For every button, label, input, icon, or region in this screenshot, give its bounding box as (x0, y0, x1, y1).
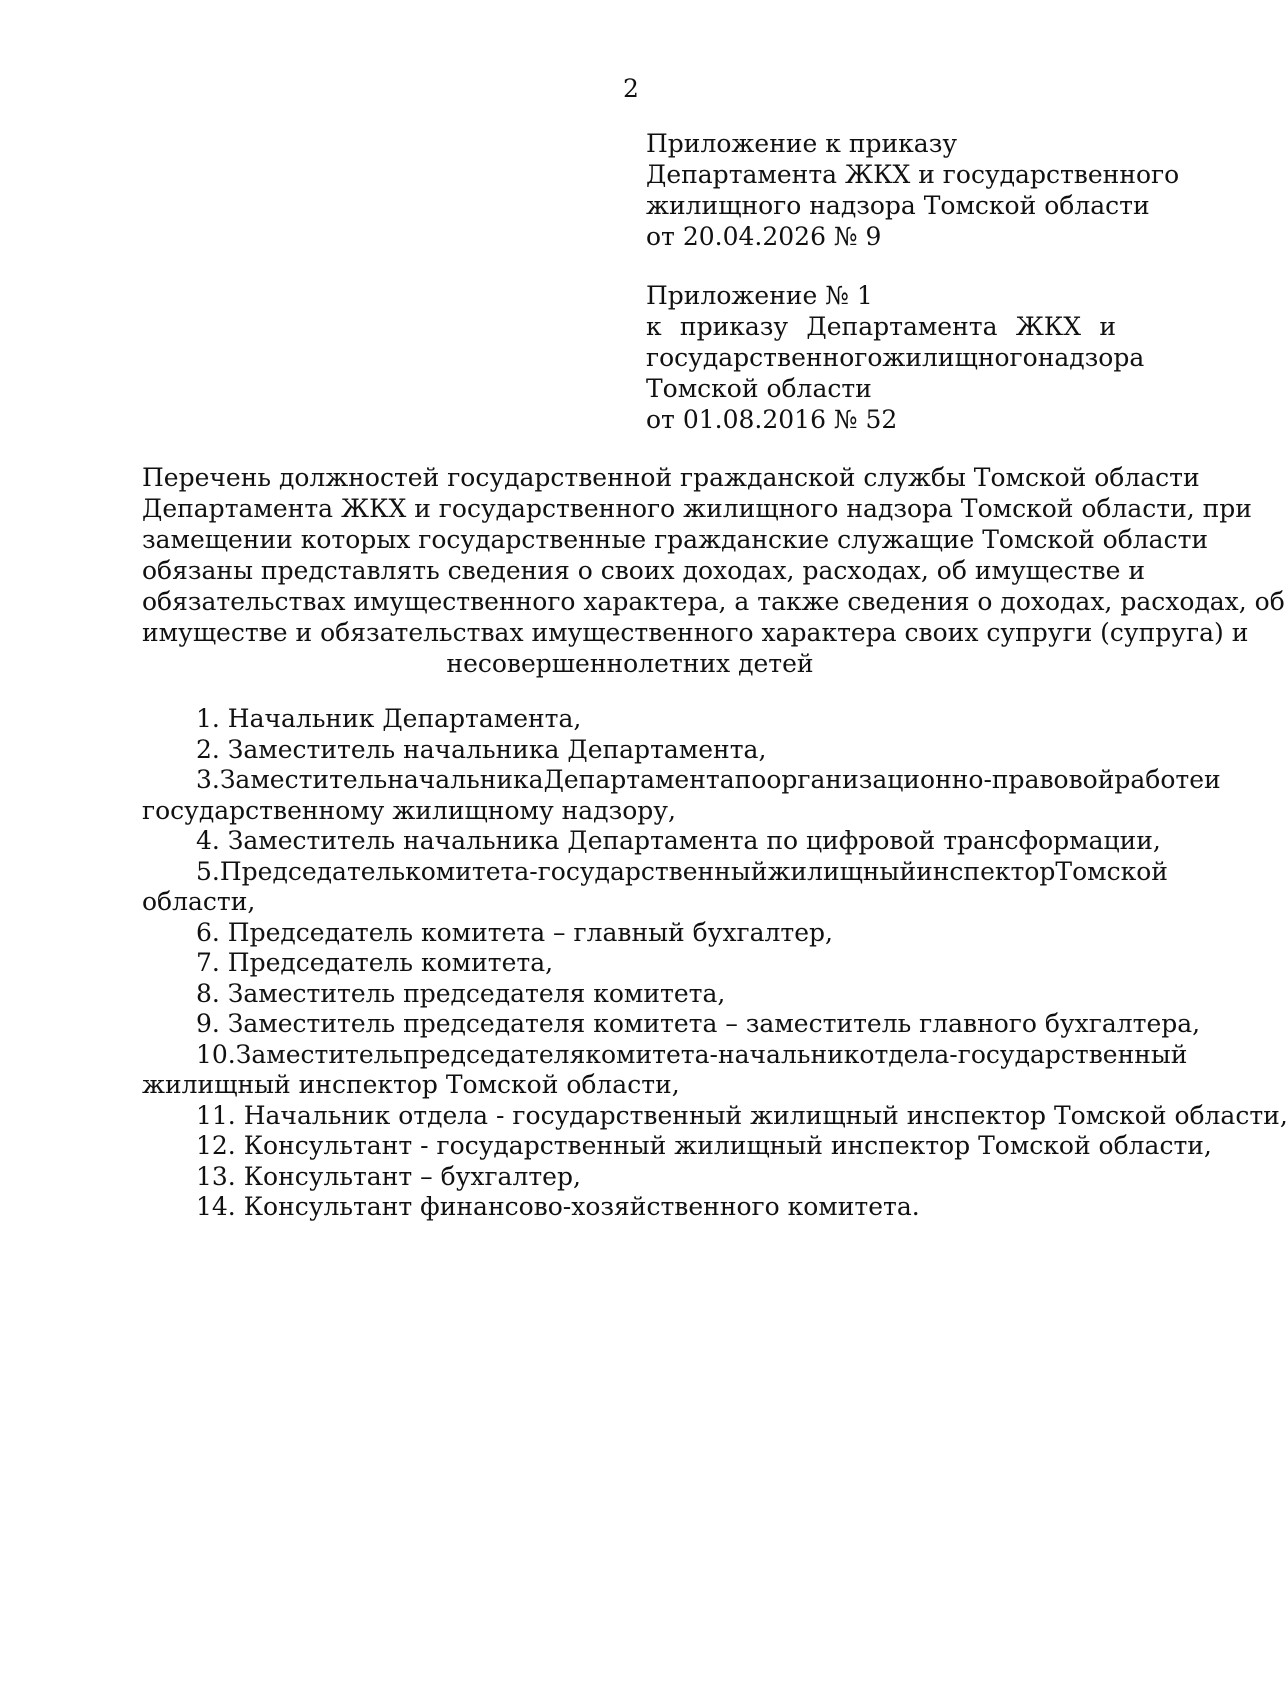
word: Заместитель (219, 765, 388, 794)
word: Заместитель (235, 1039, 404, 1069)
word: по (734, 765, 767, 794)
list-item: 4. Заместитель начальника Департамента по цифровой трансформации, (196, 826, 1161, 855)
appendix-one-line: Томской области (646, 374, 872, 403)
list-item: 8. Заместитель председателя комитета, (196, 978, 726, 1008)
title-line: замещении которых государственные гражданские служащие Томской области (142, 525, 1209, 554)
word: государственного (646, 343, 883, 372)
list-item (142, 856, 1168, 888)
word: государственный (537, 856, 768, 886)
title-line: обязаны представлять сведения о своих доходах, расходах, об имуществе и (142, 556, 1146, 585)
appendix-one-line (646, 311, 1116, 342)
page-number: 2 (623, 74, 639, 103)
word: организационно-правовой (766, 765, 1115, 794)
list-item (142, 765, 1221, 796)
list-item: 1. Начальник Департамента, (196, 704, 582, 733)
appendix-line: Приложение к приказу (646, 129, 958, 158)
word: Департамента (543, 765, 735, 794)
list-item-continuation: государственному жилищному надзору, (142, 795, 676, 825)
word: отдела (859, 1039, 950, 1069)
appendix-one-line: от 01.08.2016 № 52 (646, 405, 898, 434)
appendix-reference-one (646, 280, 1145, 435)
word: приказу (679, 312, 789, 341)
list-item: 7. Председатель комитета, (196, 948, 554, 977)
list-item-continuation: жилищный инспектор Томской области, (142, 1070, 680, 1099)
word: надзора (1037, 343, 1145, 372)
word: начальник (717, 1039, 860, 1069)
appendix-line: Департамента ЖКХ и государственного (646, 160, 1180, 189)
appendix-line: жилищного надзора Томской области (646, 191, 1150, 220)
word: комитета (585, 1039, 710, 1069)
appendix-reference-main (646, 128, 1180, 252)
word: 5. (196, 856, 220, 886)
word: 3. (196, 765, 220, 794)
word: комитета (405, 856, 530, 886)
word: Томской (1055, 856, 1168, 886)
appendix-one-line (646, 342, 1145, 373)
title-line: Департамента ЖКХ и государственного жилищного надзора Томской области, при (142, 494, 1252, 523)
title-line: несовершеннолетних детей (446, 649, 814, 678)
list-item-continuation: области, (142, 887, 256, 916)
appendix-one-title: Приложение № 1 (646, 281, 873, 310)
word: председателя (403, 1039, 586, 1069)
word: государственный (957, 1039, 1188, 1069)
list-item: 6. Председатель комитета – главный бухгалтер, (196, 917, 833, 947)
word: Департамента (806, 312, 998, 341)
word: жилищного (882, 343, 1038, 372)
title-line: Перечень должностей государственной гражданской службы Томской области (142, 463, 1200, 492)
list-item: 12. Консультант - государственный жилищный инспектор Томской области, (196, 1131, 1212, 1160)
word: работе (1114, 765, 1205, 794)
word: Председатель (219, 856, 406, 886)
title-line: имуществе и обязательствах имущественного характера своих супруги (супруга) и (142, 618, 1249, 647)
list-item: 11. Начальник отдела - государственный жилищный инспектор Томской области, (196, 1100, 1288, 1130)
list-item: 14. Консультант финансово-хозяйственного комитета. (196, 1192, 920, 1221)
positions-list (142, 704, 1288, 1223)
appendix-line: от 20.04.2026 № 9 (646, 222, 882, 251)
word: - (709, 1039, 718, 1069)
word: и (1099, 312, 1116, 341)
word: жилищный (767, 856, 917, 886)
list-item (142, 1039, 1188, 1071)
word: и (1204, 765, 1221, 794)
word: - (529, 856, 538, 886)
word: начальника (387, 765, 544, 794)
word: - (949, 1039, 958, 1069)
title-line: обязательствах имущественного характера, а также сведения о доходах, расходах, об (142, 587, 1285, 616)
word: 10. (196, 1039, 236, 1069)
list-item: 9. Заместитель председателя комитета – заместитель главного бухгалтера, (196, 1009, 1201, 1038)
word: ЖКХ (1015, 312, 1082, 341)
document-title (142, 462, 1285, 679)
word: инспектор (916, 856, 1056, 886)
list-item: 13. Консультант – бухгалтер, (196, 1161, 581, 1191)
word: к (646, 312, 662, 341)
list-item: 2. Заместитель начальника Департамента, (196, 734, 767, 764)
